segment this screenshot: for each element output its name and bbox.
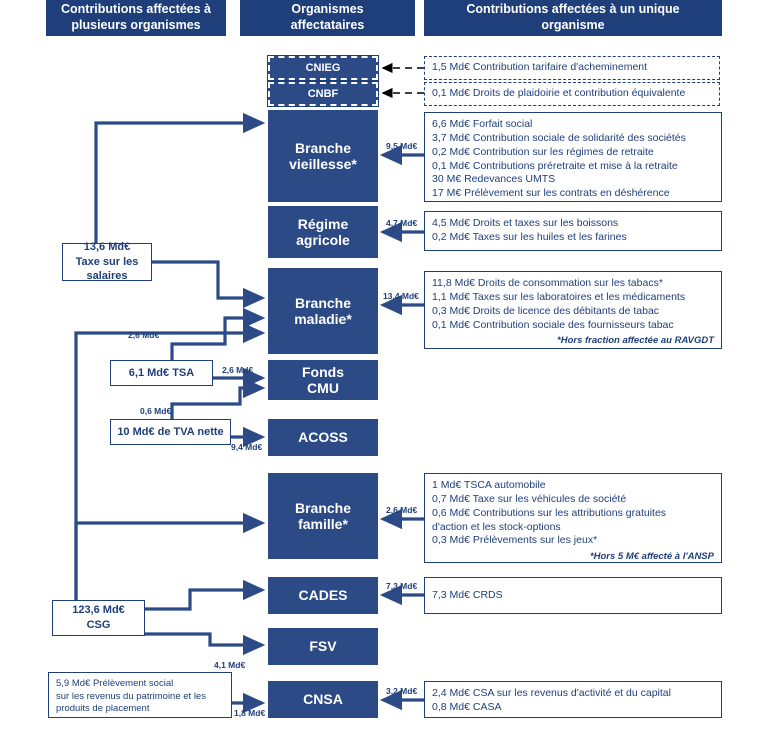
unique-cnsa-box <box>424 681 722 718</box>
unique-maladie-line-1: 1,1 Md€ Taxes sur les laboratoires et les médicaments <box>432 290 686 303</box>
org-cnbf <box>268 82 378 106</box>
org-acoss-label: ACOSS <box>298 429 348 446</box>
unique-agricole-box <box>424 211 722 251</box>
org-cades-label: CADES <box>298 587 348 604</box>
header-middle-line1: Organismes <box>291 2 364 17</box>
amount-cnsa-right: 3,2 Md€ <box>386 686 418 696</box>
unique-famille-box <box>424 473 722 563</box>
unique-agricole-line-0: 4,5 Md€ Droits et taxes sur les boissons <box>432 217 619 229</box>
unique-cnbf-box <box>424 82 720 106</box>
unique-vieillesse-line-2: 0,2 Md€ Contribution sur les régimes de retraite <box>432 145 654 158</box>
shared-csg-l1: 123,6 Md€ <box>72 604 125 617</box>
shared-taxe-salaires-l3: salaires <box>86 270 128 283</box>
shared-prelevement-social <box>48 672 232 718</box>
org-branche-famille <box>268 473 378 559</box>
unique-cnieg-line-0: 1,5 Md€ Contribution tarifaire d'acheminement <box>432 61 648 74</box>
org-cades <box>268 577 378 614</box>
shared-tsa <box>110 360 213 386</box>
org-branche-maladie <box>268 268 378 354</box>
org-cnieg <box>268 56 378 80</box>
unique-maladie-line-2: 0,3 Md€ Droits de licence des débitants de tabac <box>432 304 660 317</box>
header-right-line1: Contributions affectées à un unique <box>466 2 680 17</box>
unique-vieillesse-line-0: 6,6 Md€ Forfait social <box>432 118 533 130</box>
amount-cnsa-prelevement: 1,8 Md€ <box>234 708 266 718</box>
unique-cades-line-0: 7,3 Md€ CRDS <box>432 588 503 601</box>
unique-famille-line-3: d'action et les stock-options <box>432 520 561 533</box>
shared-taxe-salaires <box>62 243 152 281</box>
org-fonds-cmu-line1: Fonds <box>302 363 344 380</box>
org-branche-maladie-line1: Branche <box>294 294 352 311</box>
amount-cmu-tsa: 2,6 Md€ <box>222 365 254 375</box>
header-right <box>424 0 722 36</box>
amount-fsv-csg: 4,1 Md€ <box>214 660 246 670</box>
org-fsv <box>268 628 378 665</box>
unique-famille-line-0: 1 Md€ TSCA automobile <box>432 479 546 491</box>
shared-csg <box>52 600 145 636</box>
org-acoss <box>268 419 378 456</box>
amount-acoss-tva: 9,4 Md€ <box>231 442 263 452</box>
unique-maladie-note: *Hors fraction affectée au RAVGDT <box>557 335 714 347</box>
unique-cnbf-line-0: 0,1 Md€ Droits de plaidoirie et contribution équivalente <box>432 87 686 100</box>
unique-cnsa-line-1: 0,8 Md€ CASA <box>432 700 502 713</box>
shared-tsa-l1: 6,1 Md€ TSA <box>128 366 195 379</box>
org-cnsa-label: CNSA <box>303 691 343 708</box>
org-branche-vieillesse-line2: vieillesse* <box>289 156 357 172</box>
unique-famille-line-4: 0,3 Md€ Prélèvements sur les jeux* <box>432 534 598 547</box>
shared-taxe-salaires-l1: 13,6 Md€ <box>83 241 131 254</box>
org-branche-vieillesse-line1: Branche <box>294 139 351 156</box>
amount-maladie-tsa: 2,6 Md€ <box>128 330 160 340</box>
amount-maladie-right: 13,4 Md€ <box>383 291 419 301</box>
amount-cades-right: 7,3 Md€ <box>386 581 418 591</box>
shared-prelevement-social-l1: 5,9 Md€ Prélèvement social <box>56 678 174 689</box>
org-fsv-label: FSV <box>309 638 337 655</box>
unique-vieillesse-line-4: 30 M€ Redevances UMTS <box>432 173 556 186</box>
unique-maladie-line-0: 11,8 Md€ Droits de consommation sur les tabacs* <box>432 277 663 289</box>
amount-cmu-tva: 0,6 Md€ <box>140 406 172 416</box>
org-branche-famille-line2: famille* <box>298 516 348 532</box>
unique-maladie-box <box>424 271 722 349</box>
unique-famille-note: *Hors 5 M€ affecté à l'ANSP <box>589 551 714 563</box>
shared-prelevement-social-l2: sur les revenus du patrimoine et les <box>56 690 206 702</box>
unique-cnieg-box <box>424 56 720 80</box>
org-branche-famille-line1: Branche <box>294 499 352 516</box>
header-right-line2: organisme <box>541 18 605 32</box>
amount-agricole-right: 4,7 Md€ <box>386 218 418 228</box>
unique-famille-line-2: 0,6 Md€ Contributions sur les attributions gratuites <box>432 506 667 519</box>
header-left <box>46 0 226 36</box>
unique-agricole-line-1: 0,2 Md€ Taxes sur les huiles et les farines <box>432 230 627 243</box>
org-fonds-cmu-line2: CMU <box>307 380 339 396</box>
org-cnieg-label: CNIEG <box>305 62 341 74</box>
unique-famille-line-1: 0,7 Md€ Taxe sur les véhicules de société <box>432 492 627 505</box>
org-branche-vieillesse <box>268 110 378 202</box>
unique-cades-box <box>424 577 722 614</box>
org-branche-maladie-line2: maladie* <box>294 311 352 327</box>
unique-maladie-line-3: 0,1 Md€ Contribution sociale des fournisseurs tabac <box>432 318 674 331</box>
shared-tva-nette-l1: 10 Md€ de TVA nette <box>117 425 224 438</box>
amount-famille-right: 2,6 Md€ <box>386 505 418 515</box>
header-left-line2: plusieurs organismes <box>71 18 201 32</box>
header-middle <box>240 0 415 36</box>
header-middle-line2: affectataires <box>290 18 365 32</box>
shared-prelevement-social-l3: produits de placement <box>56 703 150 715</box>
unique-cnsa-line-0: 2,4 Md€ CSA sur les revenus d'activité et du capital <box>432 687 671 699</box>
header-left-line1: Contributions affectées à <box>60 2 212 17</box>
unique-vieillesse-line-5: 17 M€ Prélèvement sur les contrats en déshérence <box>432 187 670 200</box>
org-regime-agricole-line1: Régime <box>297 215 349 232</box>
amount-vieillesse-right: 9,5 Md€ <box>386 141 418 151</box>
unique-vieillesse-box <box>424 112 722 202</box>
org-cnbf-label: CNBF <box>307 88 339 100</box>
shared-taxe-salaires-l2: Taxe sur les <box>75 255 139 268</box>
org-regime-agricole-line2: agricole <box>296 232 350 248</box>
unique-vieillesse-line-3: 0,1 Md€ Contributions préretraite et mise à la retraite <box>432 159 678 172</box>
unique-vieillesse-line-1: 3,7 Md€ Contribution sociale de solidarité des sociétés <box>432 131 686 144</box>
shared-csg-l2: CSG <box>86 619 111 631</box>
org-cnsa <box>268 681 378 718</box>
shared-tva-nette <box>110 419 231 445</box>
org-fonds-cmu <box>268 360 378 400</box>
org-regime-agricole <box>268 206 378 258</box>
